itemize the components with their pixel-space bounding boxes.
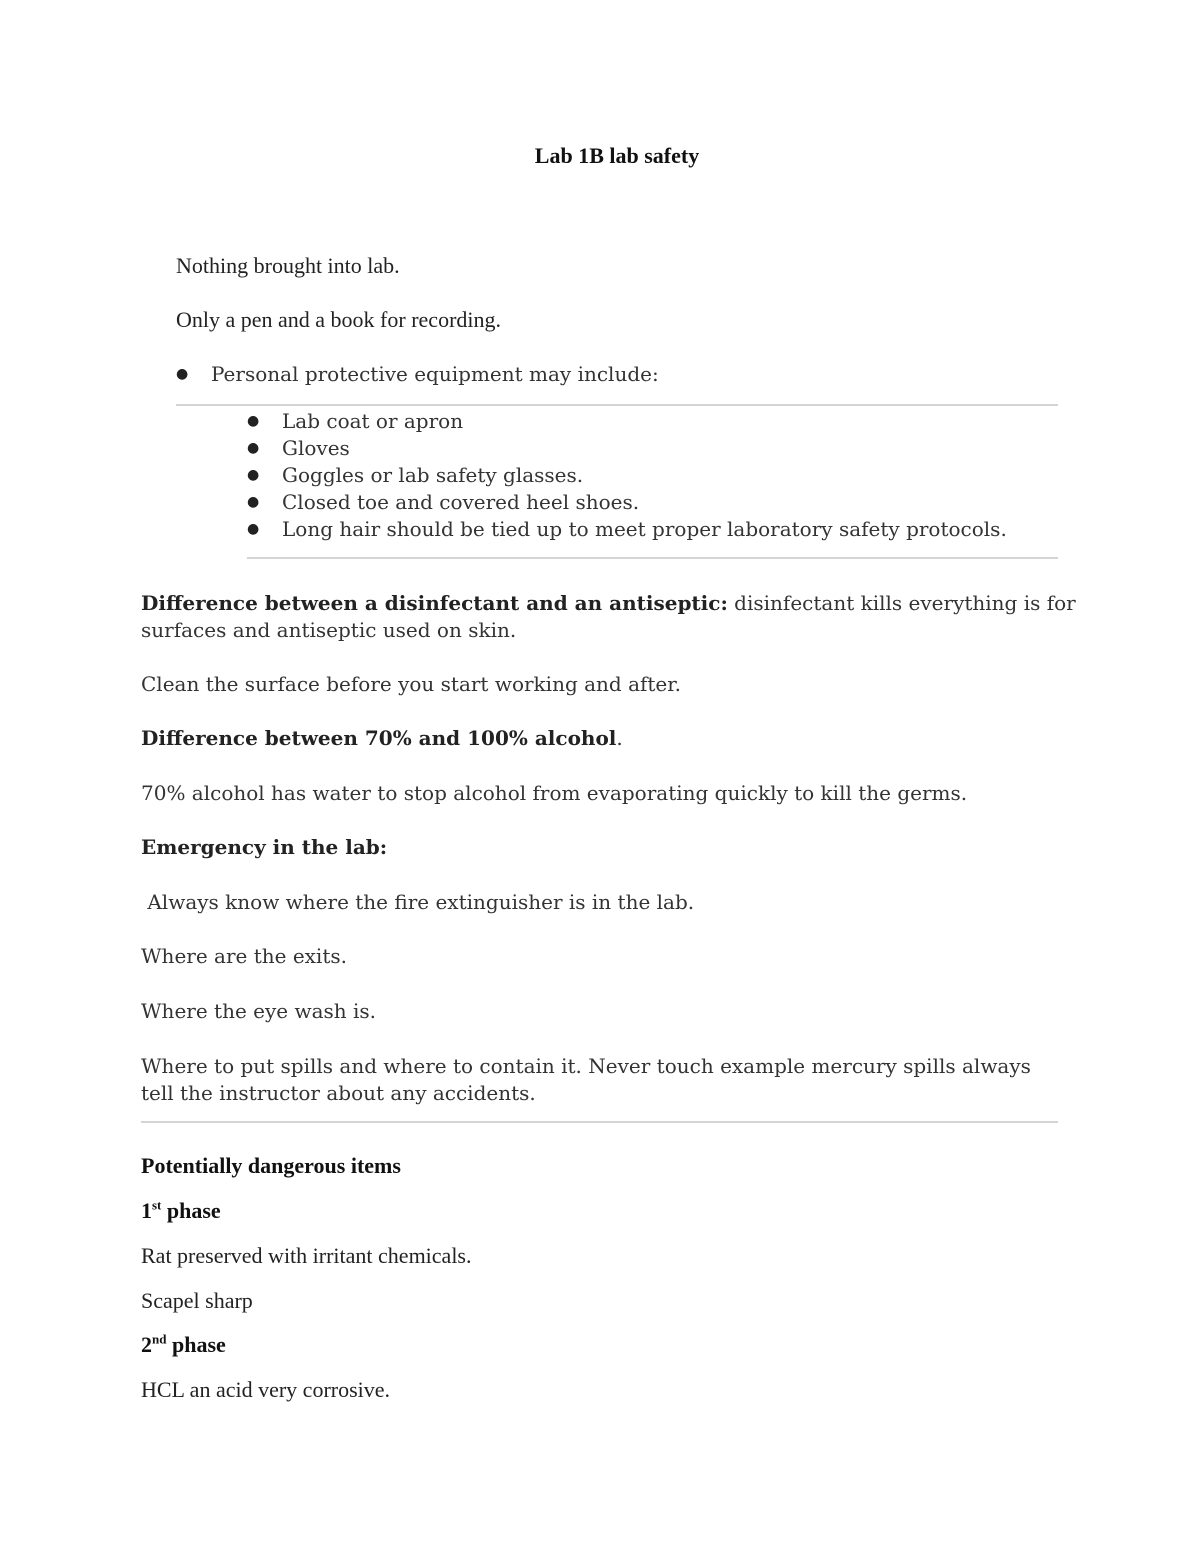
divider (176, 404, 1058, 406)
alcohol-label-end: . (616, 726, 623, 750)
disinfectant-line-1 (141, 591, 1076, 615)
divider (141, 1121, 1058, 1123)
ppe-heading: Personal protective equipment may include: (211, 362, 659, 386)
bullet-icon: ● (247, 467, 260, 483)
spills-line-2: tell the instructor about any accidents. (141, 1081, 536, 1105)
clean-surface-text: Clean the surface before you start working and after. (141, 672, 681, 696)
emergency-label: Emergency in the lab: (141, 835, 388, 859)
emergency-heading (141, 835, 387, 859)
bullet-icon: ● (247, 521, 260, 537)
ppe-item: Lab coat or apron (282, 409, 464, 433)
alcohol-label: Difference between 70% and 100% alcohol (141, 726, 617, 750)
disinfectant-label: Difference between a disinfectant and an antiseptic: (141, 591, 728, 615)
disinfectant-line-2: surfaces and antiseptic used on skin. (141, 618, 517, 642)
emergency-item: Where the eye wash is. (141, 999, 377, 1023)
alcohol-text: 70% alcohol has water to stop alcohol from evaporating quickly to kill the germs. (141, 781, 968, 805)
phase-1-heading: 1st phase (141, 1197, 221, 1223)
emergency-item: Where are the exits. (141, 944, 347, 968)
divider (247, 557, 1058, 559)
phase-1-item: Rat preserved with irritant chemicals. (141, 1243, 472, 1268)
intro-line-1: Nothing brought into lab. (176, 253, 400, 278)
alcohol-heading (141, 726, 623, 750)
intro-line-2: Only a pen and a book for recording. (176, 307, 502, 332)
document-title: Lab 1B lab safety (534, 143, 700, 168)
spills-line-1: Where to put spills and where to contain it. Never touch example mercury spills always (141, 1054, 1031, 1078)
dangerous-heading: Potentially dangerous items (141, 1153, 401, 1178)
phase-1-item: Scapel sharp (141, 1288, 253, 1313)
disinfectant-text: disinfectant kills everything is for (727, 591, 1076, 615)
ppe-item: Gloves (282, 436, 350, 460)
bullet-icon: ● (247, 440, 260, 456)
phase-2-heading: 2nd phase (141, 1331, 226, 1357)
emergency-item: Always know where the fire extinguisher is in the lab. (141, 890, 695, 914)
ppe-item: Long hair should be tied up to meet proper laboratory safety protocols. (282, 517, 1007, 541)
ppe-item: Closed toe and covered heel shoes. (282, 490, 640, 514)
bullet-icon: ● (247, 413, 260, 429)
ppe-item: Goggles or lab safety glasses. (282, 463, 584, 487)
bullet-icon: ● (176, 366, 189, 382)
bullet-icon: ● (247, 494, 260, 510)
phase-2-item: HCL an acid very corrosive. (141, 1377, 391, 1402)
